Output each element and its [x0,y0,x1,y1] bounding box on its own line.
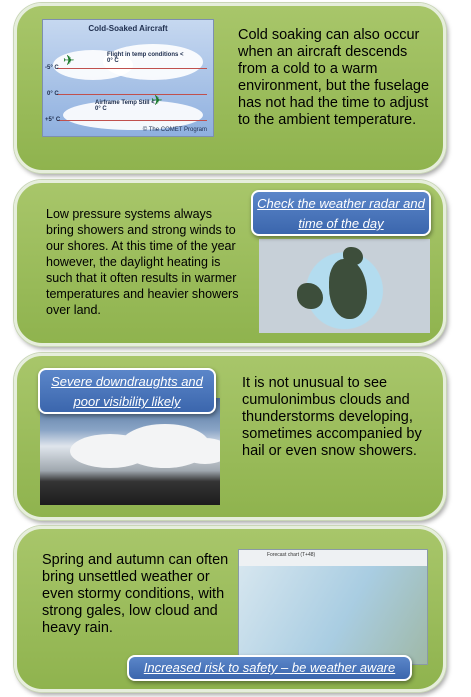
storm-cloud-photo [40,398,220,505]
aircraft-icon-high: ✈ [63,52,75,68]
panel-text-spring-autumn: Spring and autumn can often bring unsettled weather or even stormy conditions, with strong gales, low cloud and heavy rain. [42,552,229,636]
callout-check-radar[interactable] [251,190,431,236]
chart-header: Forecast chart (T+48) [239,550,427,566]
diagram-label-flight: Flight in temp conditions < 0° C [107,52,184,64]
callout-text: Check the weather radar and time of the day [257,196,425,231]
panel-text-cumulonimbus: It is not unusual to see cumulonimbus clouds and thunderstorms developing, sometimes accompanied by hail or even snow showers. [242,375,422,459]
cold-soaked-aircraft-diagram [42,19,214,137]
callout-downdraughts[interactable] [38,368,216,414]
diagram-credit: © The COMET Program [142,127,207,133]
callout-text: Severe downdraughts and poor visibility likely [51,374,203,409]
callout-text: Increased risk to safety – be weather aware [143,660,396,675]
callout-weather-aware[interactable] [127,655,412,681]
forecast-pressure-chart [238,549,428,665]
weather-radar-map [259,239,430,333]
temp-label-minus5: -5° C [45,65,59,71]
temp-label-plus5: +5° C [45,117,61,123]
panel-text-cold-soaking: Cold soaking can also occur when an aircraft descends from a cold to a warm environment, but the fuselage has not had the time to adjust to the ambient temperature. [238,27,430,128]
aircraft-icon-low: ✈ [151,92,163,108]
diagram-label-airframe: Airframe Temp Still < 0° C [95,100,155,112]
panel-text-low-pressure: Low pressure systems always bring showers and strong winds to our shores. At this time of the year however, the daylight heating is such that it often results in warmer temperatures and heavier showers over land. [46,207,239,317]
temp-label-0: 0° C [47,91,59,97]
diagram-title: Cold-Soaked Aircraft [88,24,168,33]
